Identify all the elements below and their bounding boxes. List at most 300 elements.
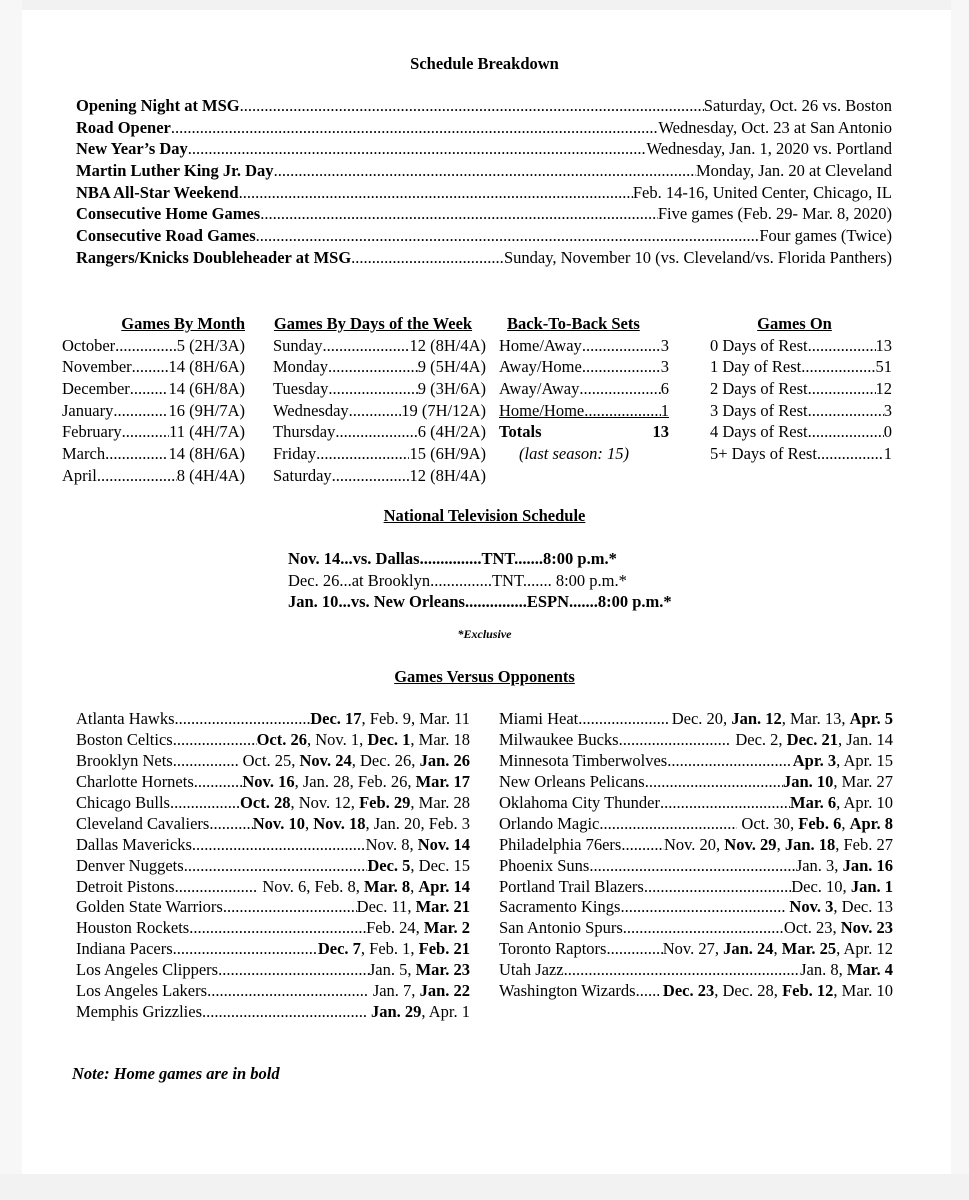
leader-dots	[582, 356, 661, 378]
b2b-row-label: Home/Home	[499, 400, 585, 420]
leader-dots: ...	[338, 592, 351, 612]
day-row-label: Wednesday	[273, 400, 349, 420]
leader-dots	[660, 793, 790, 814]
games-by-month	[62, 313, 247, 487]
rest-row	[697, 421, 892, 443]
leader-dots	[636, 981, 659, 1002]
opponent-dates	[790, 793, 893, 814]
away-game-date: , Jan. 20, Feb. 3	[365, 813, 470, 833]
tv-date: Dec. 26	[288, 570, 340, 590]
opponent-team: Chicago Bulls	[76, 792, 170, 812]
leader-dots	[332, 465, 410, 487]
away-game-date: Dec. 11,	[356, 897, 416, 917]
schedule-breakdown	[76, 95, 892, 269]
opponent-team: Houston Rockets	[76, 918, 190, 938]
leader-dots	[239, 182, 633, 204]
leader-dots	[582, 335, 661, 357]
leader-dots	[274, 160, 696, 182]
b2b-row	[499, 335, 669, 357]
away-game-date: ,	[841, 813, 850, 833]
leader-dots	[351, 247, 504, 269]
home-game-date: Mar. 21	[415, 897, 470, 917]
leader-dots	[113, 400, 168, 422]
rest-row-label: 2 Days of Rest	[710, 379, 808, 399]
b2b-row	[499, 378, 669, 400]
month-row	[62, 378, 247, 400]
home-game-date: Nov. 10	[252, 813, 305, 833]
leader-dots	[122, 421, 170, 443]
opponent-dates	[369, 981, 470, 1002]
day-row	[260, 356, 486, 378]
leader-dots	[256, 225, 760, 247]
home-game-date: Dec. 7	[317, 939, 361, 959]
tv-row	[288, 591, 688, 613]
back-to-back-header: Back-To-Back Sets	[507, 314, 640, 333]
rest-row-label: 1 Day of Rest	[710, 357, 802, 377]
month-row-value: 14 (6H/8A)	[168, 379, 245, 399]
rest-row	[697, 443, 892, 465]
month-row-label: November	[62, 357, 132, 377]
away-game-date: , Dec. 28,	[714, 981, 783, 1001]
home-game-date: Jan. 22	[419, 981, 470, 1001]
page-title: Schedule Breakdown	[410, 54, 559, 73]
games-on-header: Games On	[757, 314, 832, 333]
leader-dots: ...............	[419, 549, 482, 568]
opponent-row	[499, 709, 893, 730]
tv-row	[288, 548, 688, 570]
opponents-right-column	[499, 709, 893, 1002]
leader-dots	[801, 356, 875, 378]
home-game-date: Feb. 21	[418, 939, 470, 959]
opponent-row	[499, 939, 893, 960]
away-game-date: ,	[410, 876, 419, 896]
opponent-team: Phoenix Suns	[499, 855, 590, 875]
away-game-date: ,	[773, 939, 782, 959]
home-game-date: Jan. 1	[850, 876, 893, 896]
b2b-row	[499, 400, 669, 422]
b2b-row-label: Home/Away	[499, 335, 582, 355]
day-row-value: 6 (4H/2A)	[417, 422, 486, 442]
b2b-last-season: (last season: 15)	[519, 444, 629, 464]
away-game-date: Dec. 10,	[791, 876, 851, 896]
rest-row	[697, 378, 892, 400]
rest-row-value: 0	[883, 422, 892, 442]
opponent-row	[499, 751, 893, 772]
home-game-date: Oct. 28	[240, 792, 291, 812]
tv-date: Nov. 14	[288, 549, 341, 568]
leader-dots	[817, 443, 884, 465]
rest-row-label: 4 Days of Rest	[710, 422, 808, 442]
leader-dots: .......	[569, 592, 598, 612]
tv-opponent: at Brooklyn	[351, 570, 431, 590]
tv-network: TNT	[481, 549, 515, 568]
day-row-label: Sunday	[273, 335, 323, 355]
opponent-row	[499, 835, 893, 856]
opponent-row	[499, 730, 893, 751]
home-game-date: Jan. 12	[731, 709, 782, 728]
tv-row	[288, 570, 688, 592]
opponent-row	[76, 709, 470, 730]
month-row-label: October	[62, 335, 116, 355]
opponent-team: Golden State Warriors	[76, 897, 223, 917]
home-game-date: Mar. 23	[415, 960, 470, 980]
home-game-date: Jan. 26	[419, 750, 470, 770]
leader-dots: ...	[339, 570, 352, 590]
breakdown-row-label: Opening Night at MSG	[76, 96, 240, 115]
opponent-row	[499, 960, 893, 981]
away-game-date: , Feb. 1,	[360, 939, 419, 959]
opponent-dates	[800, 960, 893, 981]
home-game-date: Apr. 3	[789, 750, 837, 770]
month-row-label: March	[62, 444, 106, 464]
leader-dots	[599, 814, 737, 835]
month-row-value: 11 (4H/7A)	[169, 422, 245, 442]
month-row-label: December	[62, 379, 130, 399]
home-game-date: Mar. 6	[790, 792, 837, 812]
day-row	[260, 335, 486, 357]
opponent-team: Dallas Mavericks	[76, 834, 192, 854]
leader-dots	[335, 421, 417, 443]
opponent-dates	[366, 835, 470, 856]
day-row-label: Saturday	[273, 465, 332, 485]
breakdown-row-value: Saturday, Oct. 26 vs. Boston	[703, 96, 892, 115]
home-game-date: Jan. 10	[782, 771, 834, 791]
opponent-dates	[357, 897, 470, 918]
leader-dots: ...	[340, 549, 353, 568]
leader-dots: ...............	[464, 592, 527, 612]
home-game-date: Mar. 25	[781, 939, 837, 959]
opponent-dates	[366, 918, 470, 939]
breakdown-row-value: Five games (Feb. 29- Mar. 8, 2020)	[657, 204, 892, 224]
rest-row-label: 3 Days of Rest	[710, 400, 808, 420]
opponent-row	[499, 981, 893, 1002]
opponent-dates	[257, 730, 470, 751]
leader-dots	[808, 335, 876, 357]
tv-time: 8:00 p.m.*	[597, 592, 672, 612]
leader-dots	[189, 918, 366, 939]
b2b-row-value: 3	[660, 335, 669, 355]
away-game-date: , Nov. 12,	[290, 792, 360, 812]
leader-dots	[623, 918, 784, 939]
frame-left	[0, 0, 22, 1200]
b2b-totals-label: Totals	[499, 422, 542, 442]
leader-dots	[808, 421, 884, 443]
opponent-row	[76, 918, 470, 939]
day-row	[260, 378, 486, 400]
leader-dots	[223, 897, 357, 918]
opponent-row	[499, 772, 893, 793]
leader-dots	[316, 443, 409, 465]
breakdown-row-value: Feb. 14-16, United Center, Chicago, IL	[632, 182, 892, 202]
leader-dots	[349, 400, 402, 422]
breakdown-row-value: Wednesday, Oct. 23 at San Antonio	[658, 117, 892, 137]
opponent-row	[76, 793, 470, 814]
breakdown-row-value: Sunday, November 10 (vs. Cleveland/vs. Florida Panthers)	[504, 247, 892, 267]
opponent-team: Memphis Grizzlies	[76, 1002, 203, 1022]
away-game-date: , Feb. 9, Mar. 11	[361, 709, 470, 728]
opponent-team: Minnesota Timberwolves	[499, 750, 668, 770]
away-game-date: Jan. 3,	[795, 855, 843, 875]
tv-opponent: vs. Dallas	[352, 549, 420, 568]
leader-dots	[173, 751, 239, 772]
day-row	[260, 443, 486, 465]
opponent-team: Milwaukee Bucks	[499, 729, 619, 749]
leader-dots	[202, 1002, 367, 1023]
leader-dots	[260, 203, 658, 225]
leader-dots	[132, 356, 169, 378]
opponent-team: Portland Trail Blazers	[499, 876, 644, 896]
rest-row-value: 51	[875, 357, 892, 377]
home-game-date: Jan. 24	[723, 939, 774, 959]
home-game-date: Feb. 6	[798, 813, 842, 833]
home-game-date: Apr. 8	[849, 813, 893, 833]
games-by-day	[260, 313, 486, 487]
away-game-date: Jan. 5,	[368, 960, 416, 980]
leader-dots	[620, 897, 785, 918]
leader-dots	[667, 751, 789, 772]
leader-dots	[606, 939, 662, 960]
leader-dots	[218, 960, 369, 981]
opponent-team: Los Angeles Clippers	[76, 960, 219, 980]
home-game-date: Jan. 16	[842, 855, 893, 875]
away-game-date: ,	[304, 813, 314, 833]
breakdown-row-label: Rangers/Knicks Doubleheader at MSG	[76, 247, 352, 267]
away-game-date: , Apr. 12	[836, 939, 893, 959]
month-row	[62, 465, 247, 487]
breakdown-row	[76, 203, 892, 225]
games-by-month-header: Games By Month	[121, 314, 245, 333]
home-game-date: Feb. 12	[782, 981, 834, 1001]
rest-row-value: 1	[883, 444, 892, 464]
tv-time: 8:00 p.m.*	[551, 570, 627, 590]
b2b-row-value: 3	[660, 357, 669, 377]
home-game-date: Mar. 4	[846, 960, 893, 980]
opponent-team: Utah Jazz	[499, 960, 564, 980]
opponent-row	[76, 960, 470, 981]
opponent-dates	[796, 856, 893, 877]
breakdown-row-label: Consecutive Home Games	[76, 204, 261, 224]
tv-schedule-title: National Television Schedule	[383, 506, 586, 525]
opponent-team: Los Angeles Lakers	[76, 981, 208, 1001]
away-game-date: Oct. 30,	[737, 813, 799, 833]
opponent-dates	[737, 814, 893, 835]
day-row	[260, 400, 486, 422]
leader-dots	[323, 335, 410, 357]
away-game-date: , Jan. 14	[838, 729, 893, 749]
day-row-label: Friday	[273, 444, 317, 464]
opponent-team: Washington Wizards	[499, 981, 636, 1001]
tv-network: ESPN	[526, 592, 569, 612]
home-game-date: Apr. 14	[418, 876, 470, 896]
away-game-date: Nov. 6, Feb. 8,	[258, 876, 364, 896]
away-game-date: Feb. 24,	[366, 918, 424, 938]
leader-dots	[584, 400, 661, 422]
breakdown-row	[76, 95, 892, 117]
leader-dots	[328, 356, 418, 378]
month-row	[62, 400, 247, 422]
leader-dots	[173, 939, 318, 960]
opponent-row	[76, 1002, 470, 1023]
opponent-row	[76, 856, 470, 877]
opponent-dates	[790, 751, 893, 772]
leader-dots: .......	[514, 549, 544, 568]
away-game-date: , Mar. 27	[833, 771, 893, 791]
breakdown-row-label: Road Opener	[76, 117, 171, 137]
home-game-date: Nov. 18	[313, 813, 366, 833]
opponent-dates	[369, 960, 470, 981]
b2b-row-label: Away/Home	[499, 357, 582, 377]
leader-dots	[578, 709, 667, 730]
opponent-team: Charlotte Hornets	[76, 771, 194, 791]
leader-dots	[184, 856, 368, 877]
leader-dots	[175, 709, 311, 730]
month-row-label: February	[62, 422, 122, 442]
away-game-date: ,	[776, 834, 785, 854]
leader-dots	[130, 378, 169, 400]
opponent-row	[499, 877, 893, 898]
month-row-value: 16 (9H/7A)	[168, 400, 245, 420]
opponent-team: New Orleans Pelicans	[499, 771, 645, 791]
leader-dots	[175, 877, 259, 898]
leader-dots	[194, 772, 243, 793]
rest-row-value: 3	[883, 400, 892, 420]
opponent-team: Cleveland Cavaliers	[76, 813, 210, 833]
opponent-dates	[668, 709, 893, 730]
breakdown-row	[76, 117, 892, 139]
away-game-date: Oct. 23,	[783, 918, 841, 938]
home-games-note: Note: Home games are in bold	[72, 1064, 280, 1083]
day-row	[260, 465, 486, 487]
opponent-team: Oklahoma City Thunder	[499, 792, 661, 812]
opponent-row	[76, 751, 470, 772]
opponent-team: Sacramento Kings	[499, 897, 621, 917]
opponent-team: Toronto Raptors	[499, 939, 607, 959]
month-row-value: 14 (8H/6A)	[168, 357, 245, 377]
opponent-dates	[785, 897, 893, 918]
day-row	[260, 421, 486, 443]
rest-row	[697, 356, 892, 378]
b2b-row	[499, 356, 669, 378]
away-game-date: , Feb. 27	[835, 834, 893, 854]
away-game-date: , Apr. 15	[836, 750, 893, 770]
breakdown-row	[76, 225, 892, 247]
month-row-label: January	[62, 400, 114, 420]
opponent-row	[499, 918, 893, 939]
opponent-row	[499, 814, 893, 835]
month-row	[62, 443, 247, 465]
away-game-date: Dec. 2,	[731, 729, 787, 749]
opponent-dates	[318, 939, 470, 960]
opponent-dates	[367, 856, 470, 877]
away-game-date: Dec. 20,	[667, 709, 732, 728]
away-game-date: , Dec. 15	[410, 855, 470, 875]
frame-top	[0, 0, 969, 10]
away-game-date: , Apr. 1	[421, 1002, 470, 1022]
away-game-date: , Mar. 28	[410, 792, 470, 812]
b2b-row-value: 1	[660, 400, 669, 420]
home-game-date: Mar. 8	[363, 876, 411, 896]
leader-dots	[115, 335, 177, 357]
tv-network: TNT	[491, 570, 523, 590]
away-game-date: , Jan. 28, Feb. 26,	[294, 771, 416, 791]
home-game-date: Nov. 16	[242, 771, 295, 791]
leader-dots	[207, 981, 369, 1002]
home-game-date: Jan. 18	[784, 834, 836, 854]
leader-dots	[564, 960, 801, 981]
away-game-date: Nov. 8,	[365, 834, 418, 854]
leader-dots	[105, 443, 168, 465]
away-game-date: Nov. 20,	[663, 834, 725, 854]
home-game-date: Nov. 24	[299, 750, 352, 770]
home-game-date: Dec. 1	[367, 729, 411, 749]
tv-time: 8:00 p.m.*	[543, 549, 617, 568]
opponent-row	[499, 856, 893, 877]
away-game-date: , Apr. 10	[836, 792, 893, 812]
home-game-date: Dec. 21	[786, 729, 838, 749]
frame-right	[951, 0, 969, 1200]
opponent-row	[76, 981, 470, 1002]
opponent-team: Orlando Magic	[499, 813, 600, 833]
away-game-date: , Nov. 1,	[306, 729, 368, 749]
opponent-dates	[310, 709, 470, 730]
b2b-row-label: Away/Away	[499, 379, 580, 399]
home-game-date: Jan. 29	[366, 1002, 422, 1022]
away-game-date: Jan. 7,	[368, 981, 420, 1001]
opponent-team: Detroit Pistons	[76, 876, 175, 896]
month-row	[62, 421, 247, 443]
rest-row-value: 13	[875, 335, 892, 355]
opponent-row	[76, 772, 470, 793]
b2b-totals	[499, 421, 669, 443]
home-game-date: Mar. 17	[415, 771, 470, 791]
away-game-date: , Mar. 13,	[781, 709, 850, 728]
opponent-dates	[783, 772, 893, 793]
home-game-date: Oct. 26	[256, 729, 307, 749]
opponent-dates	[240, 793, 470, 814]
breakdown-row	[76, 247, 892, 269]
leader-dots	[97, 465, 177, 487]
away-game-date: , Mar. 10	[833, 981, 893, 1001]
leader-dots	[621, 835, 664, 856]
back-to-back-sets	[499, 313, 669, 465]
frame-bottom	[0, 1174, 969, 1200]
month-row-label: April	[62, 465, 97, 485]
leader-dots: ...............	[430, 570, 492, 590]
home-game-date: Dec. 5	[367, 855, 411, 875]
opponent-team: Atlanta Hawks	[76, 709, 175, 728]
home-game-date: Nov. 3	[785, 897, 834, 917]
opponent-dates	[791, 877, 893, 898]
day-row-value: 12 (8H/4A)	[409, 335, 486, 355]
day-row-value: 19 (7H/12A)	[401, 400, 486, 420]
games-by-day-header: Games By Days of the Week	[273, 314, 473, 333]
breakdown-row-value: Monday, Jan. 20 at Cleveland	[696, 161, 892, 181]
opponents-title: Games Versus Opponents	[394, 667, 575, 686]
breakdown-row-label: NBA All-Star Weekend	[76, 182, 239, 202]
day-row-value: 9 (5H/4A)	[417, 357, 486, 377]
home-game-date: Feb. 29	[359, 792, 411, 812]
opponent-dates	[258, 877, 470, 898]
tv-schedule	[288, 548, 688, 613]
away-game-date: Nov. 27,	[662, 939, 724, 959]
leader-dots	[589, 856, 796, 877]
leader-dots	[808, 400, 884, 422]
leader-dots	[188, 138, 647, 160]
month-row-value: 14 (8H/6A)	[168, 444, 245, 464]
opponent-row	[499, 793, 893, 814]
breakdown-row	[76, 138, 892, 160]
breakdown-row-value: Four games (Twice)	[759, 226, 892, 246]
